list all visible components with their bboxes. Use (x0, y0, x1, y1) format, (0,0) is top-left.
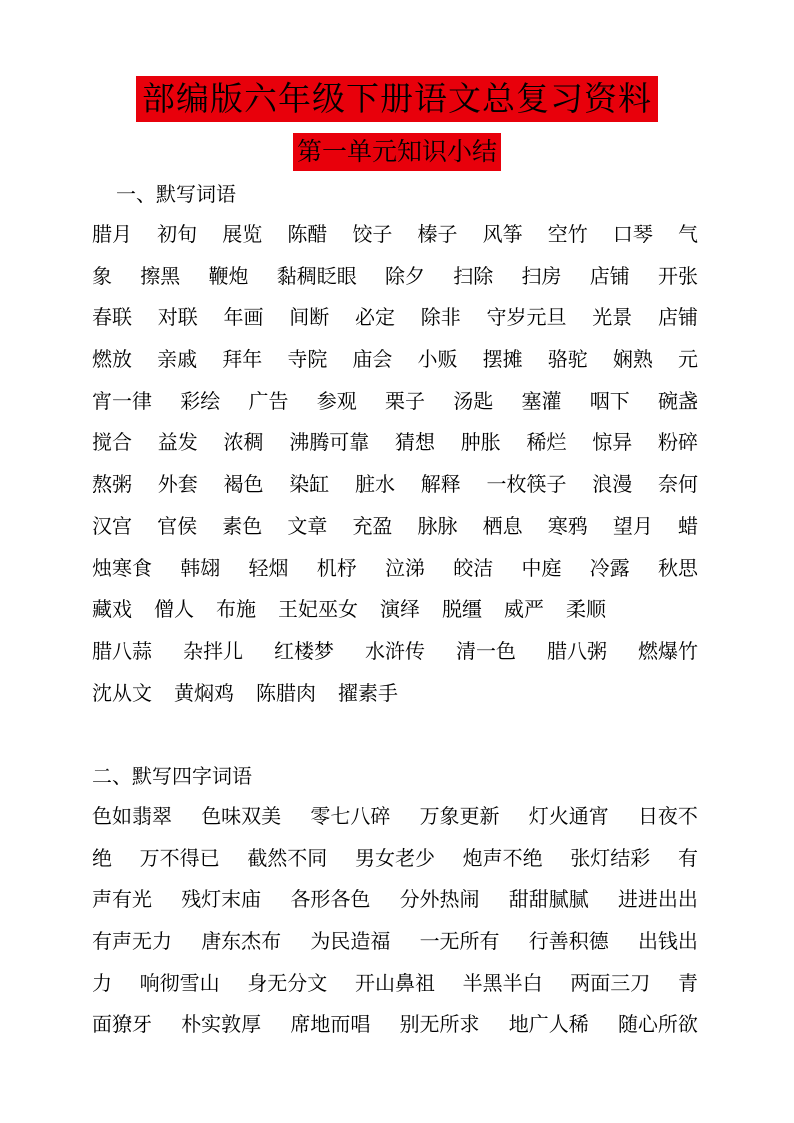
text-line (92, 464, 698, 506)
section-2-heading: 二、默写四字词语 (92, 764, 252, 788)
word: 搅合 (92, 430, 132, 455)
word: 塞灌 (521, 388, 562, 413)
subtitle-banner (0, 133, 794, 171)
word: 藏戏 (92, 597, 132, 622)
word: 口琴 (612, 222, 653, 246)
word: 零七八碎 (310, 804, 391, 828)
word: 张灯结彩 (570, 845, 651, 870)
word: 粉碎 (658, 430, 698, 455)
unit-subtitle: 第一单元知识小结 (293, 133, 501, 171)
word: 面獠牙 (92, 1012, 152, 1037)
word: 拜年 (222, 347, 263, 372)
word: 浪漫 (592, 472, 633, 497)
text-line (92, 214, 698, 256)
word: 甜甜腻腻 (508, 887, 589, 912)
word: 脱缰 (442, 597, 482, 622)
word: 染缸 (289, 472, 330, 497)
word: 水浒传 (365, 638, 425, 663)
word: 青 (677, 970, 698, 995)
word: 腊八粥 (547, 638, 607, 663)
word: 随心所欲 (617, 1012, 698, 1037)
word: 庙会 (352, 347, 393, 372)
word: 益发 (157, 430, 198, 455)
word: 力 (92, 970, 112, 995)
word: 广告 (248, 388, 289, 413)
word: 黄焖鸡 (174, 680, 234, 705)
word: 别无所求 (399, 1012, 480, 1037)
word: 灯火通宵 (528, 804, 609, 828)
text-line (92, 381, 698, 423)
word: 光景 (592, 305, 633, 330)
word: 必定 (355, 305, 395, 330)
word: 扫除 (453, 263, 494, 288)
word: 为民造福 (310, 929, 391, 954)
word: 文章 (287, 513, 328, 538)
word: 脉脉 (417, 513, 458, 538)
word: 杂拌儿 (183, 638, 243, 663)
word: 布施 (216, 597, 256, 622)
word: 肿胀 (460, 430, 501, 455)
word: 进进出出 (617, 887, 698, 912)
word: 王妃巫女 (278, 597, 358, 622)
word: 一枚筷子 (486, 472, 567, 497)
word: 店铺 (589, 263, 630, 288)
word: 汉宫 (92, 513, 132, 538)
word: 参观 (316, 388, 357, 413)
word: 半黑半白 (462, 970, 543, 995)
word: 男女老少 (354, 845, 435, 870)
word: 陈醋 (287, 222, 328, 246)
word: 外套 (157, 472, 198, 497)
word: 栖息 (482, 513, 523, 538)
word: 充盈 (352, 513, 393, 538)
word: 炮声不绝 (462, 845, 543, 870)
word: 各形各色 (290, 887, 371, 912)
word: 身无分文 (247, 970, 328, 995)
word: 解释 (420, 472, 461, 497)
word: 皎洁 (453, 555, 494, 580)
word: 惊异 (592, 430, 633, 455)
word: 燃爆竹 (638, 638, 698, 663)
word: 风筝 (482, 222, 523, 246)
word: 柔顺 (566, 597, 606, 622)
word: 摆摊 (482, 347, 523, 372)
word: 对联 (157, 305, 198, 330)
title-banner (0, 76, 794, 122)
word: 朴实敦厚 (181, 1012, 262, 1037)
text-line (92, 339, 698, 381)
word: 色味双美 (201, 804, 282, 828)
word: 残灯末庙 (181, 887, 262, 912)
section-2-word-list (92, 796, 698, 1046)
text-line (92, 548, 698, 590)
word: 除非 (420, 305, 461, 330)
word: 中庭 (521, 555, 562, 580)
word: 娴熟 (612, 347, 653, 372)
text-line (92, 506, 698, 548)
word: 寒鸦 (547, 513, 588, 538)
section-1-heading: 一、默写词语 (116, 182, 236, 206)
word: 响彻雪山 (139, 970, 220, 995)
word: 威严 (504, 597, 544, 622)
word: 清一色 (456, 638, 516, 663)
word: 蜡 (677, 513, 698, 538)
word: 泣涕 (385, 555, 425, 580)
word: 展览 (222, 222, 263, 246)
word: 栗子 (385, 388, 425, 413)
word: 年画 (223, 305, 264, 330)
text-line (92, 673, 698, 715)
word: 轻烟 (248, 555, 289, 580)
word: 碗盏 (658, 388, 698, 413)
word: 骆驼 (547, 347, 588, 372)
word: 腊月 (92, 222, 132, 246)
word: 饺子 (352, 222, 393, 246)
word: 席地而唱 (290, 1012, 371, 1037)
word: 鞭炮 (208, 263, 249, 288)
text-line (92, 838, 698, 880)
word: 截然不同 (247, 845, 328, 870)
word: 分外热闹 (399, 887, 480, 912)
word: 象 (92, 263, 112, 288)
word: 咽下 (589, 388, 630, 413)
word: 稀烂 (526, 430, 567, 455)
word: 寺院 (287, 347, 328, 372)
word: 扫房 (521, 263, 562, 288)
word: 店铺 (658, 305, 698, 330)
word: 榛子 (417, 222, 458, 246)
word: 守岁元旦 (486, 305, 567, 330)
word: 行善积德 (528, 929, 609, 954)
word: 万象更新 (419, 804, 500, 828)
word: 日夜不 (637, 804, 698, 828)
text-line (92, 921, 698, 963)
word: 红楼梦 (274, 638, 334, 663)
text-line (92, 796, 698, 838)
word: 开张 (658, 263, 698, 288)
word: 亲戚 (157, 347, 198, 372)
word: 小贩 (417, 347, 458, 372)
word: 腊八蒜 (92, 638, 152, 663)
word: 沈从文 (92, 680, 152, 705)
word: 擦黑 (140, 263, 181, 288)
word: 有 (677, 845, 698, 870)
word: 万不得已 (139, 845, 220, 870)
word: 气 (677, 222, 698, 246)
text-line (92, 589, 698, 631)
word: 韩翃 (180, 555, 221, 580)
word: 唐东杰布 (201, 929, 282, 954)
word: 春联 (92, 305, 132, 330)
word: 脏水 (355, 472, 395, 497)
word: 空竹 (547, 222, 588, 246)
word: 一无所有 (419, 929, 500, 954)
word: 绝 (92, 845, 112, 870)
word: 沸腾可靠 (289, 430, 370, 455)
word: 声有光 (92, 887, 152, 912)
word: 彩绘 (180, 388, 221, 413)
word: 望月 (612, 513, 653, 538)
text-line (92, 422, 698, 464)
word: 地广人稀 (508, 1012, 589, 1037)
text-line (92, 256, 698, 298)
word: 陈腊肉 (256, 680, 316, 705)
word: 间断 (289, 305, 330, 330)
word: 初旬 (157, 222, 198, 246)
word: 元 (677, 347, 698, 372)
word: 秋思 (658, 555, 698, 580)
document-title: 部编版六年级下册语文总复习资料 (136, 76, 658, 122)
word: 有声无力 (92, 929, 172, 954)
word: 出钱出 (637, 929, 698, 954)
text-line (92, 297, 698, 339)
word: 色如翡翠 (92, 804, 172, 828)
word: 猜想 (395, 430, 435, 455)
word: 两面三刀 (570, 970, 651, 995)
text-line (92, 631, 698, 673)
word: 素色 (222, 513, 263, 538)
word: 浓稠 (223, 430, 264, 455)
text-line (92, 963, 698, 1005)
word: 熬粥 (92, 472, 132, 497)
word: 燃放 (92, 347, 132, 372)
word: 官侯 (157, 513, 198, 538)
word: 机杼 (316, 555, 357, 580)
word: 褐色 (223, 472, 264, 497)
word: 僧人 (154, 597, 194, 622)
word: 擢素手 (338, 680, 398, 705)
word: 宵一律 (92, 388, 152, 413)
word: 奈何 (658, 472, 698, 497)
section-1-word-list (92, 214, 698, 714)
word: 烛寒食 (92, 555, 152, 580)
word: 汤匙 (453, 388, 494, 413)
text-line (92, 879, 698, 921)
word: 除夕 (385, 263, 425, 288)
word: 开山鼻祖 (354, 970, 435, 995)
word: 冷露 (589, 555, 630, 580)
word: 演绎 (380, 597, 420, 622)
text-line (92, 1004, 698, 1046)
word: 黏稠眨眼 (276, 263, 357, 288)
